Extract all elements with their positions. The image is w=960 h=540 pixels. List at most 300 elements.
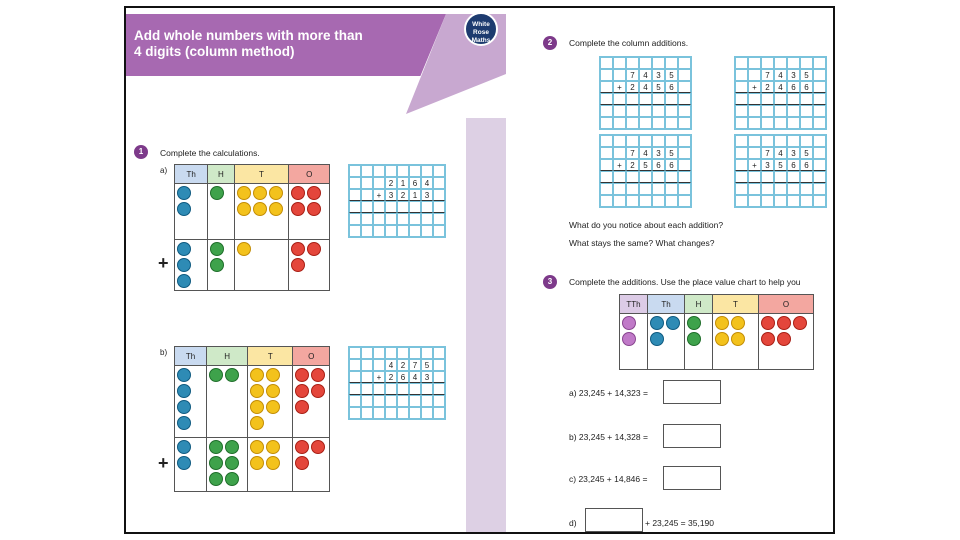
grid-cell: 1 <box>397 177 409 189</box>
one-counter <box>311 384 325 398</box>
grid-cell <box>349 189 361 201</box>
grid-cell <box>800 195 813 207</box>
thousand-counter <box>177 186 191 200</box>
grid-cell <box>626 93 639 105</box>
grid-cell: 4 <box>774 81 787 93</box>
grid-cell: 7 <box>626 147 639 159</box>
grid-cell <box>626 183 639 195</box>
one-counter <box>311 440 325 454</box>
hundred-counter <box>210 242 224 256</box>
grid-cell <box>774 57 787 69</box>
grid-cell: 7 <box>761 147 774 159</box>
ten-counter <box>250 416 264 430</box>
ten-counter <box>250 456 264 470</box>
hundred-counter <box>209 368 223 382</box>
grid-cell <box>349 383 361 395</box>
place-value-chart-b <box>174 346 330 492</box>
grid-cell <box>761 57 774 69</box>
grid-cell <box>613 93 626 105</box>
grid-cell <box>678 183 691 195</box>
grid-cell <box>600 69 613 81</box>
grid-cell <box>433 201 445 213</box>
grid-cell <box>678 81 691 93</box>
one-counter <box>291 202 305 216</box>
header-th: Th <box>175 165 208 184</box>
grid-cell <box>433 189 445 201</box>
notice-question-2: What stays the same? What changes? <box>569 238 715 248</box>
cell-o <box>293 438 330 492</box>
grid-cell <box>678 147 691 159</box>
one-counter <box>777 316 791 330</box>
ten-counter <box>237 242 251 256</box>
grid-cell <box>409 347 421 359</box>
cell-o <box>293 366 330 438</box>
grid-cell: 6 <box>409 177 421 189</box>
grid-cell <box>385 165 397 177</box>
grid-cell <box>787 195 800 207</box>
grid-cell <box>735 93 748 105</box>
grid-cell <box>761 171 774 183</box>
one-counter <box>307 202 321 216</box>
grid-cell <box>748 135 761 147</box>
grid-cell <box>421 225 433 237</box>
grid-cell: 2 <box>385 177 397 189</box>
grid-cell <box>385 347 397 359</box>
grid-cell <box>373 225 385 237</box>
grid-cell: + <box>373 189 385 201</box>
grid-cell <box>678 69 691 81</box>
grid-cell <box>409 165 421 177</box>
grid-cell <box>639 135 652 147</box>
plus-sign: + <box>158 253 169 273</box>
answer-box-a[interactable] <box>663 380 721 404</box>
cell-h <box>208 240 234 291</box>
grid-cell <box>665 93 678 105</box>
grid-cell <box>748 69 761 81</box>
grid-cell <box>652 195 665 207</box>
grid-cell <box>652 117 665 129</box>
grid-cell <box>665 105 678 117</box>
grid-cell <box>613 171 626 183</box>
thousand-counter <box>177 400 191 414</box>
grid-cell <box>361 201 373 213</box>
answer-box-d[interactable] <box>585 508 643 532</box>
grid-cell <box>397 407 409 419</box>
hundred-counter <box>225 456 239 470</box>
grid-cell <box>397 213 409 225</box>
cell-th <box>648 314 685 370</box>
grid-cell: 3 <box>421 371 433 383</box>
grid-cell <box>385 225 397 237</box>
grid-cell <box>639 171 652 183</box>
grid-cell <box>761 93 774 105</box>
grid-cell <box>349 359 361 371</box>
grid-cell: 2 <box>761 81 774 93</box>
hundred-counter <box>210 186 224 200</box>
ten-counter <box>266 368 280 382</box>
grid-cell: 5 <box>639 159 652 171</box>
grid-cell: 5 <box>652 81 665 93</box>
grid-cell <box>813 159 826 171</box>
grid-cell <box>397 395 409 407</box>
question-3-number: 3 <box>543 275 557 289</box>
grid-cell <box>787 105 800 117</box>
grid-cell <box>361 177 373 189</box>
grid-cell: 7 <box>409 359 421 371</box>
grid-cell <box>652 135 665 147</box>
grid-cell <box>433 225 445 237</box>
grid-cell: 4 <box>639 147 652 159</box>
grid-cell <box>748 93 761 105</box>
one-counter <box>295 400 309 414</box>
header-t: T <box>713 295 759 314</box>
ten-counter <box>715 316 729 330</box>
question-2-text: Complete the column additions. <box>569 38 689 48</box>
grid-cell <box>361 165 373 177</box>
one-counter <box>761 316 775 330</box>
ten-counter <box>250 384 264 398</box>
one-counter <box>311 368 325 382</box>
grid-cell: 5 <box>800 147 813 159</box>
grid-cell <box>665 117 678 129</box>
grid-cell <box>349 165 361 177</box>
grid-cell: 7 <box>761 69 774 81</box>
grid-cell <box>600 147 613 159</box>
grid-cell <box>748 105 761 117</box>
grid-cell <box>774 117 787 129</box>
grid-cell: 2 <box>397 189 409 201</box>
ten-thousand-counter <box>622 332 636 346</box>
grid-cell <box>373 383 385 395</box>
notice-question-1: What do you notice about each addition? <box>569 220 724 230</box>
hundred-counter <box>209 456 223 470</box>
grid-cell: 4 <box>421 177 433 189</box>
ten-counter <box>269 202 283 216</box>
grid-cell <box>665 183 678 195</box>
grid-cell <box>735 135 748 147</box>
grid-cell <box>613 105 626 117</box>
white-rose-logo <box>464 12 498 46</box>
grid-cell <box>373 347 385 359</box>
grid-cell <box>361 359 373 371</box>
grid-cell <box>600 57 613 69</box>
grid-cell <box>397 165 409 177</box>
grid-cell: 3 <box>385 189 397 201</box>
grid-cell: 2 <box>385 371 397 383</box>
grid-cell <box>421 407 433 419</box>
grid-cell <box>600 135 613 147</box>
grid-cell <box>626 195 639 207</box>
grid-cell: + <box>613 159 626 171</box>
grid-cell <box>433 395 445 407</box>
grid-cell <box>813 195 826 207</box>
ten-counter <box>731 316 745 330</box>
plus-sign: + <box>158 453 169 473</box>
thousand-counter <box>177 384 191 398</box>
question-3-text: Complete the additions. Use the place value chart to help you <box>569 277 801 287</box>
one-counter <box>291 186 305 200</box>
grid-cell: 3 <box>787 69 800 81</box>
grid-cell <box>600 81 613 93</box>
grid-cell <box>774 135 787 147</box>
grid-cell <box>421 213 433 225</box>
grid-cell <box>600 159 613 171</box>
hundred-counter <box>225 440 239 454</box>
right-page <box>507 8 835 532</box>
grid-cell <box>409 213 421 225</box>
grid-cell <box>652 171 665 183</box>
grid-cell: 2 <box>397 359 409 371</box>
cell-t <box>248 438 293 492</box>
grid-cell: 5 <box>774 159 787 171</box>
grid-cell <box>678 117 691 129</box>
hundred-counter <box>210 258 224 272</box>
grid-cell <box>373 395 385 407</box>
grid-cell: 6 <box>800 159 813 171</box>
hundred-counter <box>225 472 239 486</box>
grid-cell <box>639 183 652 195</box>
question-2-number: 2 <box>543 36 557 50</box>
grid-cell <box>385 407 397 419</box>
grid-cell <box>385 201 397 213</box>
grid-cell <box>800 117 813 129</box>
page-title <box>134 28 434 60</box>
grid-cell <box>813 81 826 93</box>
grid-cell <box>678 93 691 105</box>
grid-cell: 3 <box>787 147 800 159</box>
grid-cell <box>735 81 748 93</box>
grid-cell <box>626 135 639 147</box>
column-grid-q2-4 <box>734 134 827 208</box>
grid-cell <box>600 93 613 105</box>
grid-cell: 5 <box>665 147 678 159</box>
grid-cell <box>373 407 385 419</box>
grid-cell <box>409 383 421 395</box>
grid-cell: 5 <box>665 69 678 81</box>
grid-cell <box>735 147 748 159</box>
grid-cell: 6 <box>665 81 678 93</box>
question-1-number: 1 <box>134 145 148 159</box>
thousand-counter <box>177 456 191 470</box>
ten-counter <box>250 400 264 414</box>
grid-cell <box>349 407 361 419</box>
grid-cell <box>787 171 800 183</box>
thousand-counter <box>177 202 191 216</box>
grid-cell <box>813 135 826 147</box>
grid-cell <box>800 135 813 147</box>
grid-cell <box>787 135 800 147</box>
grid-cell <box>397 225 409 237</box>
grid-cell <box>613 117 626 129</box>
thousand-counter <box>177 258 191 272</box>
grid-cell <box>600 183 613 195</box>
grid-cell <box>761 135 774 147</box>
grid-cell <box>748 117 761 129</box>
grid-cell <box>735 171 748 183</box>
grid-cell <box>433 383 445 395</box>
header-o: O <box>289 165 330 184</box>
one-counter <box>295 368 309 382</box>
grid-cell <box>735 105 748 117</box>
grid-cell <box>665 171 678 183</box>
grid-cell <box>735 183 748 195</box>
grid-cell <box>652 105 665 117</box>
grid-cell <box>361 213 373 225</box>
thousand-counter <box>177 440 191 454</box>
grid-cell <box>774 183 787 195</box>
grid-cell <box>613 147 626 159</box>
cell-o <box>759 314 814 370</box>
one-counter <box>307 242 321 256</box>
q3-part-c: c) 23,245 + 14,846 = <box>569 474 648 484</box>
place-value-chart-q3 <box>619 294 814 370</box>
grid-cell <box>433 359 445 371</box>
title-line-1: Add whole numbers with more than <box>134 28 363 43</box>
grid-cell <box>813 69 826 81</box>
cell-th <box>175 184 208 240</box>
column-grid-a <box>348 164 446 238</box>
cell-th <box>175 438 207 492</box>
grid-cell: 4 <box>385 359 397 371</box>
cell-t <box>248 366 293 438</box>
grid-cell <box>600 117 613 129</box>
grid-cell <box>613 183 626 195</box>
grid-cell <box>813 117 826 129</box>
hundred-counter <box>225 368 239 382</box>
title-line-2: 4 digits (column method) <box>134 44 295 59</box>
grid-cell <box>361 407 373 419</box>
left-page <box>126 8 507 532</box>
grid-cell <box>397 383 409 395</box>
column-grid-q2-1 <box>599 56 692 130</box>
grid-cell: 6 <box>665 159 678 171</box>
cell-h <box>207 366 248 438</box>
grid-cell: + <box>748 159 761 171</box>
grid-cell <box>735 69 748 81</box>
ten-counter <box>237 202 251 216</box>
grid-cell <box>361 383 373 395</box>
grid-cell <box>735 195 748 207</box>
grid-cell: 3 <box>652 69 665 81</box>
grid-cell <box>813 57 826 69</box>
question-1-text: Complete the calculations. <box>160 148 260 158</box>
grid-cell <box>813 93 826 105</box>
grid-cell <box>748 183 761 195</box>
grid-cell <box>409 407 421 419</box>
cell-th <box>175 366 207 438</box>
header-h: H <box>207 347 248 366</box>
grid-cell <box>639 195 652 207</box>
grid-cell <box>373 359 385 371</box>
grid-cell <box>421 347 433 359</box>
grid-cell: 4 <box>639 81 652 93</box>
grid-cell <box>774 93 787 105</box>
grid-cell <box>639 117 652 129</box>
grid-cell <box>678 171 691 183</box>
header-th: Th <box>175 347 207 366</box>
grid-cell <box>613 57 626 69</box>
grid-cell <box>421 165 433 177</box>
grid-cell <box>813 183 826 195</box>
grid-cell: 6 <box>800 81 813 93</box>
hundred-counter <box>209 472 223 486</box>
grid-cell <box>385 395 397 407</box>
answer-box-b[interactable] <box>663 424 721 448</box>
grid-cell <box>787 183 800 195</box>
grid-cell <box>613 195 626 207</box>
header-th: Th <box>648 295 685 314</box>
one-counter <box>295 456 309 470</box>
logo-text: White Rose Maths <box>471 21 491 44</box>
grid-cell <box>421 395 433 407</box>
grid-cell <box>774 105 787 117</box>
grid-cell: 4 <box>774 69 787 81</box>
grid-cell <box>748 195 761 207</box>
grid-cell <box>613 69 626 81</box>
grid-cell: 7 <box>626 69 639 81</box>
grid-cell <box>761 105 774 117</box>
one-counter <box>295 384 309 398</box>
hundred-counter <box>687 332 701 346</box>
thousand-counter <box>650 316 664 330</box>
cell-h <box>685 314 713 370</box>
ten-counter <box>237 186 251 200</box>
answer-box-c[interactable] <box>663 466 721 490</box>
grid-cell <box>626 105 639 117</box>
grid-cell: 1 <box>409 189 421 201</box>
grid-cell <box>774 195 787 207</box>
ten-counter <box>266 384 280 398</box>
grid-cell: 4 <box>639 69 652 81</box>
grid-cell: 2 <box>626 81 639 93</box>
cell-th <box>175 240 208 291</box>
q3-part-d: + 23,245 = 35,190 <box>645 518 715 528</box>
grid-cell <box>409 201 421 213</box>
one-counter <box>291 242 305 256</box>
ten-counter <box>250 440 264 454</box>
grid-cell <box>373 213 385 225</box>
grid-cell <box>678 105 691 117</box>
cell-t <box>234 240 289 291</box>
header-t: T <box>234 165 289 184</box>
grid-cell: 5 <box>800 69 813 81</box>
grid-cell: 6 <box>787 159 800 171</box>
grid-cell <box>373 165 385 177</box>
grid-cell <box>373 177 385 189</box>
one-counter <box>761 332 775 346</box>
grid-cell <box>813 171 826 183</box>
worksheet-frame <box>124 6 835 534</box>
grid-cell <box>735 57 748 69</box>
page-spine <box>466 118 506 534</box>
grid-cell <box>613 135 626 147</box>
grid-cell <box>665 135 678 147</box>
grid-cell <box>639 105 652 117</box>
grid-cell <box>748 57 761 69</box>
grid-cell <box>349 371 361 383</box>
ten-counter <box>253 186 267 200</box>
one-counter <box>307 186 321 200</box>
grid-cell <box>433 213 445 225</box>
grid-cell <box>349 225 361 237</box>
grid-cell <box>409 225 421 237</box>
grid-cell: 2 <box>626 159 639 171</box>
grid-cell <box>397 201 409 213</box>
grid-cell <box>361 371 373 383</box>
grid-cell <box>433 165 445 177</box>
thousand-counter <box>177 242 191 256</box>
ten-counter <box>266 400 280 414</box>
